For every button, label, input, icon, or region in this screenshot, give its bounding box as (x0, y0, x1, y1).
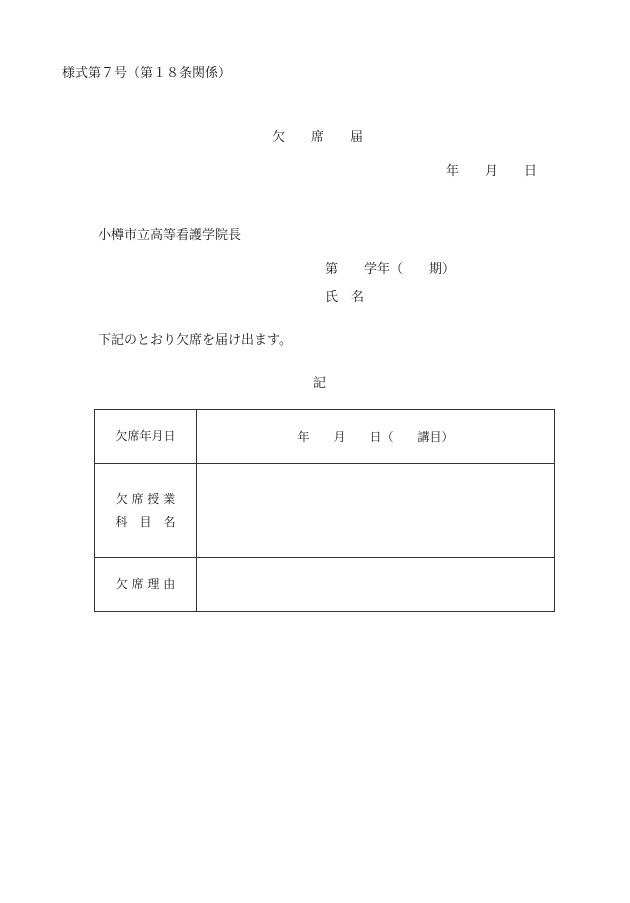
ki-label: 記 (313, 376, 327, 391)
table-row-absent-subject (95, 464, 555, 558)
absence-date-label: 欠席年月日 (115, 429, 176, 444)
addressee: 小樽市立高等看護学院長 (98, 228, 242, 243)
table-row-absence-reason (95, 558, 555, 612)
absent-subject-label-line2: 科 目 名 (115, 514, 176, 529)
absence-reason-label-cell (95, 558, 197, 612)
absent-subject-label-cell (95, 464, 197, 558)
absent-subject-label-line1: 欠 席 授 業 (115, 491, 176, 506)
absence-date-label-cell (95, 410, 197, 464)
absence-reason-label: 欠 席 理 由 (115, 577, 176, 592)
submission-date-line: 年 月 日 (446, 164, 538, 179)
absent-subject-field[interactable] (197, 464, 555, 558)
intro-text: 下記のとおり欠席を届け出ます。 (98, 333, 292, 348)
absence-form-table (94, 409, 555, 612)
absence-date-field[interactable]: 年 月 日（ 講目） (197, 410, 555, 464)
applicant-grade-line: 第 学年（ 期） (325, 262, 456, 277)
document-title: 欠 席 届 (272, 130, 364, 145)
absence-reason-field[interactable] (197, 558, 555, 612)
applicant-name-line: 氏 名 (325, 290, 365, 305)
table-row-absence-date (95, 410, 555, 464)
form-number: 様式第７号（第１８条関係） (62, 66, 232, 81)
